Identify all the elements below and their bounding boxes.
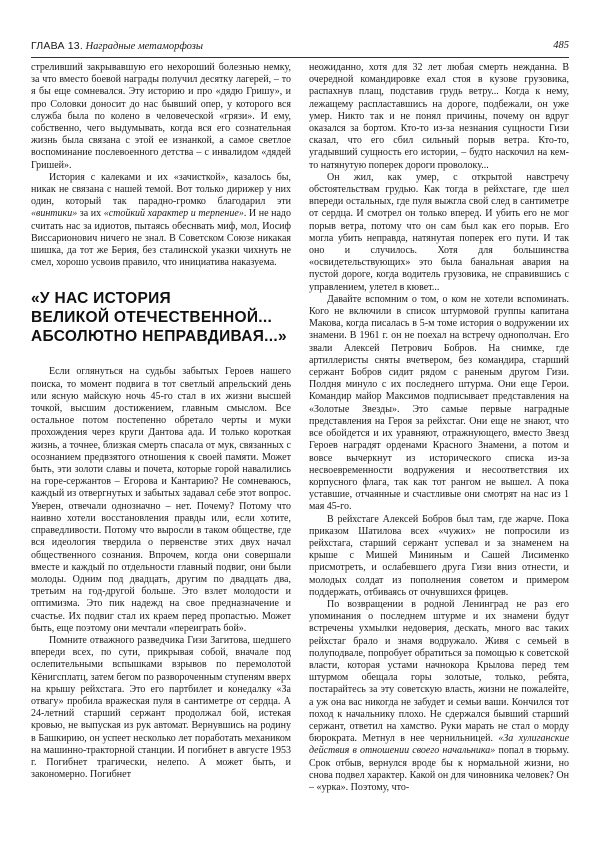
paragraph: История с калеками и их «зачисткой», казалось бы, никак не связана с нашей темой. Вот только дирижер у них один, который так парадно-громко благодарил эти «винтики» за их «стойкий характер и терпение». И не надо считать нас за идиотов, пытаясь обеснвать миф, мол, Иосиф Виссарионович ничего не знал. В Советском Союзе никакая шишка, да тот же Берия, без сталинской указки чихнуть не смел, хорошо усвоив правило, что инициатива наказуема.	[31, 171, 291, 269]
paragraph: неожиданно, хотя для 32 лет любая смерть нежданна. В очередной командировке ехал стоя в кузове грузовика, распахнув плащ, подставив грудь ветру... Когда к нему, лежащему распластавшись на дороге, подбежали, он уже умер. Никто так и не понял причины, почему он вдруг оказался за бортом. Кто-то из-за незнания сущности Гизи сказал, что его сбил сильный порыв ветра. Кто-то, угадывший сущность его истории, – будто наскочил на кем-то натянутую поперек дороги проволоку...	[309, 62, 569, 171]
paragraph: Давайте вспомним о том, о ком не хотели вспоминать. Кого не включили в список штурмовой группы капитана Макова, когда писалась в 5-м томе история о водружении их знамени. В 1961 г. он не поехал на встречу однополчан. Его звали Алексей Петрович Бобров. На снимке, где артиллеристы сняты вчетвером, без командира, старший сержант Бобров сидит рядом с раненым другом Гизи. Полдня минуло с их последнего штурма. Они еще Герои. Командир майор Максимов подписывает представления на «Золотые Звезды». Это самые первые наградные представления на Героя за рейхстаг. Они еще не знают, что все обойдется и их уравняют, отражнующего, вместо Звезд Героев наградят орденами Красного Знамени, а потом и вовсе вычеркнут из исторического списка из-за несвоевременности водружения и несоответствия их корпусного флага, так как тот рангом не вышел. А пока уставшие, отчаянные и счастливые они смотрят на нас из 1 мая 45-го.	[309, 293, 569, 513]
paragraph: Помните отважного разведчика Гизи Загитова, шедшего впереди всех, по сути, прикрывая собой, вначале под ослепительными вспышками взрывов по перемолотой Кёнигсплатц, затем бегом по развороченным ступеням вверх на крышу рейхстага. Это его партбилет и конедалку «За отвагу» пробила вражеская пуля в сантиметре от сердца. А 24-летний старший сержант продолжал бой, истекая кровью, не выпуская из рук автомат. Вернувшись на родину в Башкирию, он успеет несколько лет поработать механиком на машинно-тракторной станции. И погибнет в августе 1953 г. Погибнет трагически, нелепо. А может быть, и закономерно. Погибнет	[31, 634, 291, 781]
heading-line: ВЕЛИКОЙ ОТЕЧЕСТВЕННОЙ...	[31, 309, 273, 327]
paragraph: Если оглянуться на судьбы забытых Героев нашего поиска, то момент подвига в тот светлый апрельский день или ясную майскую ночь 45-го стал в их жизни высшей точкой, высшим достижением, главным смыслом. Все остальное потом постепенно обретало черты и муки прохождения через круги Дантова ада. И только короткая жизнь, а точнее, близкая смерть спасала от мук, связанных с осознанием предвзятого отношения к своей памяти. Может быть, эти золоти славы и почета, которые горой навалились на горе-сержантов – Егорова и Кантарию? Не сомневаюсь, каждый из отвергнутых и забытых задавал себе этот вопрос. Уверен, отвечали однозначно – нет. Почему? Потому что наивно хотели восстановления правды или, если хотите, справедливости. Потому что выросли в таком обществе, где вся идеология твердила о первенстве этих двух начал общественного сознания. Впрочем, когда они совершали вместе и каждый по отдельности главный подвиг, они были молоды. Одним под двадцать, другим по двадцать два, третьим на год-другой больше. Это взлет молодости и оптимизма. Это пик надежд на свое предназначение и счастье. Их подвиг стал их краем перед пропастью. Может быть, еще поэтому они мечтали «переиграть бой».	[31, 366, 291, 634]
chapter-label: ГЛАВА 13.	[31, 40, 83, 52]
chapter-subtitle: Наградные метаморфозы	[85, 41, 203, 52]
page-number: 485	[553, 40, 569, 51]
heading-line: АБСОЛЮТНО НЕПРАВДИВАЯ...»	[31, 328, 287, 346]
header-rule	[31, 57, 569, 58]
paragraph: По возвращении в родной Ленинград не раз его упоминания о последнем штурме и их знамени будут встречены ухмылки недоверия, дескать, много вас таких рейхстаг брало и знамя водружало. Живя с семьей в полуподвале, попробует обратиться за помощью к советской власти, которая устами начнокора Крылова перед тем штурмом обещала горы золотые, только, ребята, постарайтесь за эту советскую власть, жизни не пожалейте, а уж она вас никогда не забудет и семьи ваши. Кончился тот поход к начальнику плохо. Не сдержался бывший старший сержант, ответил на хамство. Руки марать не стал о морду бюрократа. Метнул в нее чернильницей. «За хулиганские действия в отношении своего начальника» попал в тюрьму. Срок отбыв, вернулся вроде бы к нормальной жизни, но снова подвел характер. Какой он для чиновника человек? Он – «урка». Поэтому, что-	[309, 598, 570, 793]
right-column	[309, 62, 569, 794]
heading-line: «У НАС ИСТОРИЯ	[31, 290, 171, 308]
paragraph: Он жил, как умер, с открытой навстречу обстоятельствам грудью. Как тогда в рейхстаге, где шел впереди остальных, где пуля выжгла свой след в сантиметре от сердца. И смотрел он только вперед. И убить его не мог порыв ветра, потому что он сам был как его порыв. Его могла убить неправда, натянутая поперек его пути. И так оно и случилось. Хотя для большинства «освидетельствующих» это была банальная авария на пустой дороге, когда водитель грузовика, не справившись с управлением, улетел в кювет...	[309, 171, 569, 293]
paragraph: стреливший закрывавшую его нехороший болезнью немку, за что вместо боевой награды получил десятку лагерей, – то я бы еще сомневался. Эту историю и про «дядю Гришу», и про Соловки доносит до нас бывший опер, у которого вся служба была по колено в человеческой «грязи». И ему, собственно, чего выдумывать, когда вся его сознательная жизнь была связана с этой ее изнанкой, а самое светлое воспоминание послевоенного детства – с инвалидом «дядей Гришей».	[31, 62, 291, 171]
running-head	[31, 40, 203, 52]
page-header	[31, 40, 569, 54]
section-heading	[31, 289, 291, 346]
paragraph: В рейхстаге Алексей Бобров был там, где жарче. Пока приказом Шатилова всех «чужих» не попросили из рейхстага, старший сержант успевал и за знаменем на крыше с Мишей Мининым и Сашей Лисименко присмотреть, и ослабевшего друга Гизи вниз отнести, и молодых солдат из пополнения советом и примером поддержать, отбиваясь от очнувшихся фрицев.	[309, 513, 569, 598]
left-column	[31, 62, 291, 781]
